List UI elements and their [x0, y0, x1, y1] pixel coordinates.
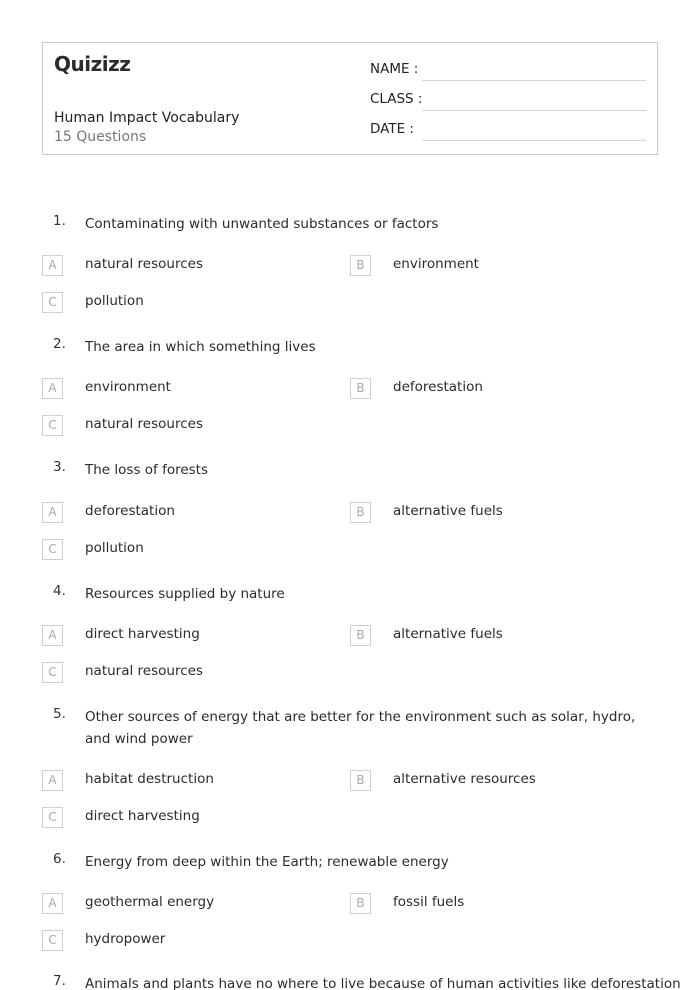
date-label: DATE : — [370, 121, 414, 137]
option-letter: C — [42, 662, 63, 683]
question-number: 3. — [53, 459, 66, 475]
question-text: Other sources of energy that are better for the environment such as solar, hydro, and wind power — [85, 709, 636, 747]
option-letter: B — [350, 502, 371, 523]
option-text: environment — [85, 379, 171, 395]
option-letter: C — [42, 539, 63, 560]
option-letter: A — [42, 625, 63, 646]
option-text: deforestation — [85, 503, 175, 519]
question-text: Energy from deep within the Earth; renewable energy — [85, 854, 449, 870]
option-text: fossil fuels — [393, 894, 465, 910]
question-number: 4. — [53, 583, 66, 599]
option-text: geothermal energy — [85, 894, 215, 910]
option-letter: B — [350, 893, 371, 914]
question-number: 1. — [53, 213, 66, 229]
option-text: environment — [393, 256, 479, 272]
option-text: direct harvesting — [85, 808, 200, 824]
worksheet-title: Human Impact Vocabulary — [54, 110, 240, 126]
name-field — [370, 59, 646, 81]
option-text: alternative fuels — [393, 503, 503, 519]
option-text: hydropower — [85, 931, 166, 947]
date-line — [422, 140, 646, 141]
option-letter: C — [42, 930, 63, 951]
class-label: CLASS : — [370, 91, 423, 107]
class-field — [370, 89, 646, 111]
option-letter: A — [42, 502, 63, 523]
question-text: Resources supplied by nature — [85, 586, 285, 602]
date-field — [370, 119, 646, 141]
question-text: The loss of forests — [85, 462, 209, 478]
option-text: alternative fuels — [393, 626, 503, 642]
option-text: deforestation — [393, 379, 483, 395]
option-text: natural resources — [85, 416, 203, 432]
worksheet-header — [42, 42, 658, 155]
name-line — [422, 80, 646, 81]
option-letter: B — [350, 255, 371, 276]
option-letter: A — [42, 255, 63, 276]
question-number: 2. — [53, 336, 66, 352]
option-text: alternative resources — [393, 771, 536, 787]
option-letter: A — [42, 378, 63, 399]
name-label: NAME : — [370, 61, 419, 77]
option-text: habitat destruction — [85, 771, 214, 787]
option-text: pollution — [85, 293, 144, 309]
option-text: direct harvesting — [85, 626, 200, 642]
option-letter: C — [42, 415, 63, 436]
option-letter: A — [42, 893, 63, 914]
option-letter: B — [350, 770, 371, 791]
question-number: 6. — [53, 851, 66, 867]
question-count: 15 Questions — [54, 129, 147, 145]
option-letter: C — [42, 807, 63, 828]
quizizz-logo: Quizizz — [54, 52, 131, 76]
option-letter: A — [42, 770, 63, 791]
class-line — [422, 110, 646, 111]
question-text: Contaminating with unwanted substances or factors — [85, 216, 439, 232]
option-letter: B — [350, 378, 371, 399]
question-number: 7. — [53, 973, 66, 989]
question-text: Animals and plants have no where to live because of human activities like deforestation — [85, 976, 681, 990]
question-number: 5. — [53, 706, 66, 722]
option-text: pollution — [85, 540, 144, 556]
option-letter: C — [42, 292, 63, 313]
question-text: The area in which something lives — [85, 339, 316, 355]
option-text: natural resources — [85, 663, 203, 679]
option-text: natural resources — [85, 256, 203, 272]
option-letter: B — [350, 625, 371, 646]
